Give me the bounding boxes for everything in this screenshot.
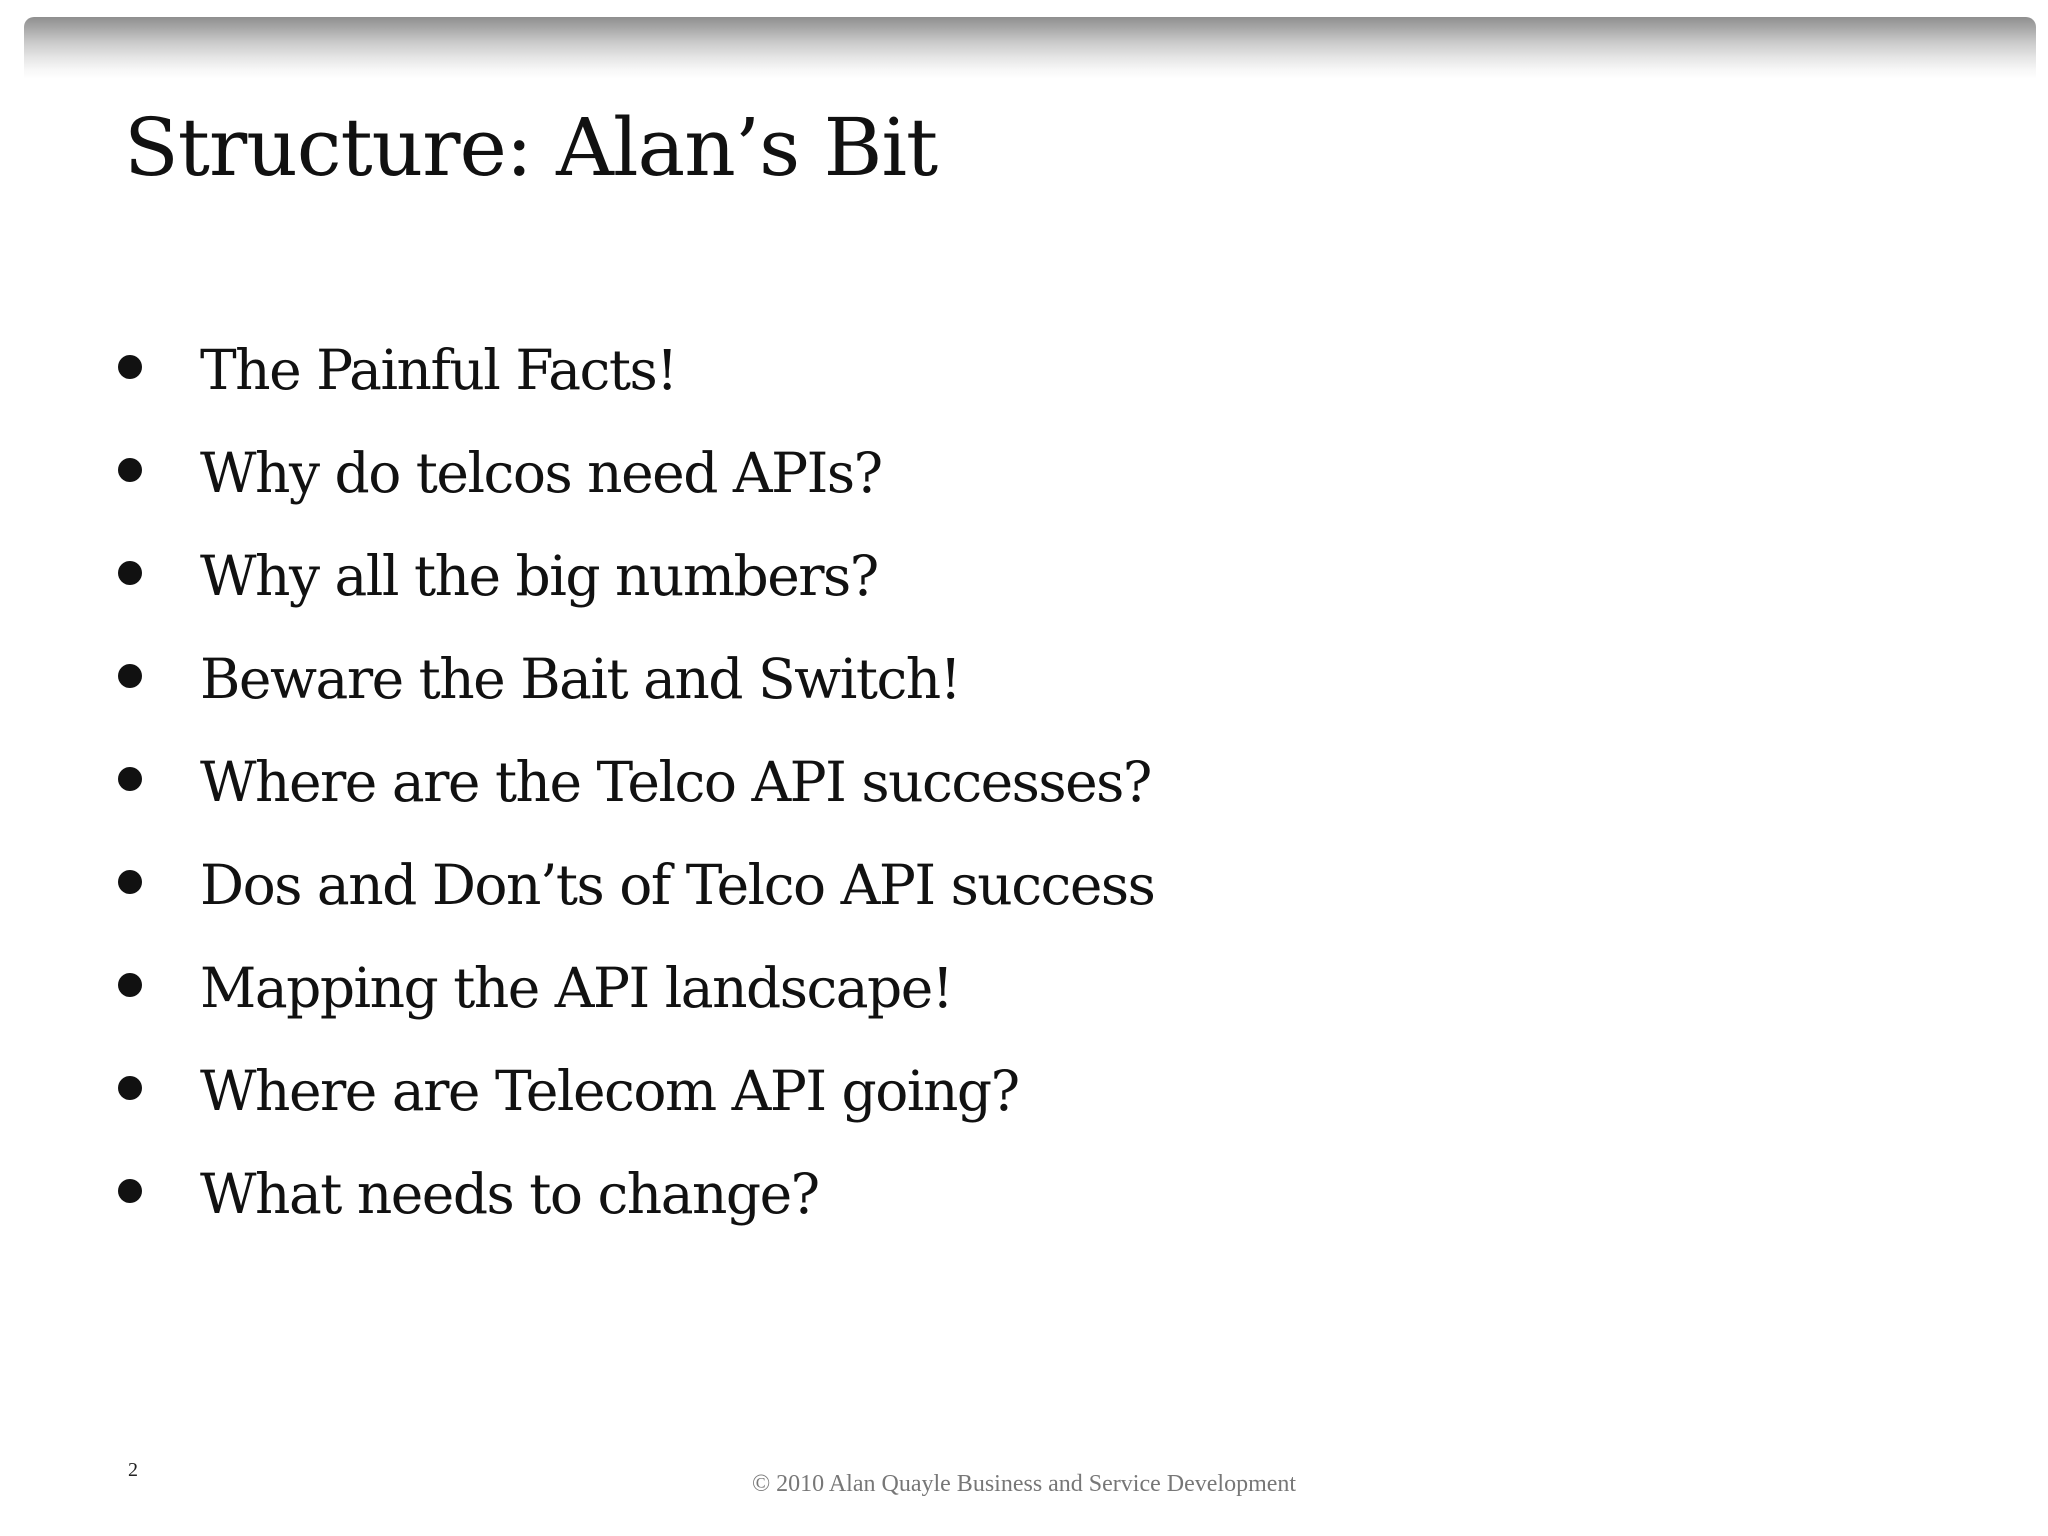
header-gradient-bar (24, 17, 2036, 79)
agenda-item (118, 833, 1154, 936)
agenda-item-text: Dos and Don’ts of Telco API success (200, 852, 1155, 917)
agenda-item-text: Where are Telecom API going? (200, 1058, 1019, 1123)
bullet-icon (118, 870, 142, 894)
bullet-icon (118, 973, 142, 997)
agenda-item (118, 524, 1154, 627)
agenda-item-text: Where are the Telco API successes? (200, 749, 1151, 814)
agenda-list (118, 318, 1154, 1245)
agenda-item (118, 730, 1154, 833)
agenda-item-text: Why all the big numbers? (200, 543, 878, 608)
bullet-icon (118, 1076, 142, 1100)
bullet-icon (118, 458, 142, 482)
bullet-icon (118, 561, 142, 585)
bullet-icon (118, 767, 142, 791)
agenda-item-text: Mapping the API landscape! (200, 955, 953, 1020)
agenda-item-text: Beware the Bait and Switch! (200, 646, 961, 711)
footer-copyright: © 2010 Alan Quayle Business and Service Development (751, 1471, 1297, 1497)
slide-title: Structure: Alan’s Bit (124, 101, 938, 194)
page-number: 2 (128, 1459, 138, 1481)
agenda-item (118, 421, 1154, 524)
agenda-item (118, 627, 1154, 730)
agenda-item (118, 318, 1154, 421)
agenda-item (118, 936, 1154, 1039)
bullet-icon (118, 355, 142, 379)
bullet-icon (118, 1179, 142, 1203)
agenda-item (118, 1039, 1154, 1142)
agenda-item-text: The Painful Facts! (200, 337, 677, 402)
agenda-item-text: What needs to change? (200, 1161, 819, 1226)
agenda-item (118, 1142, 1154, 1245)
bullet-icon (118, 664, 142, 688)
agenda-item-text: Why do telcos need APIs? (200, 440, 882, 505)
